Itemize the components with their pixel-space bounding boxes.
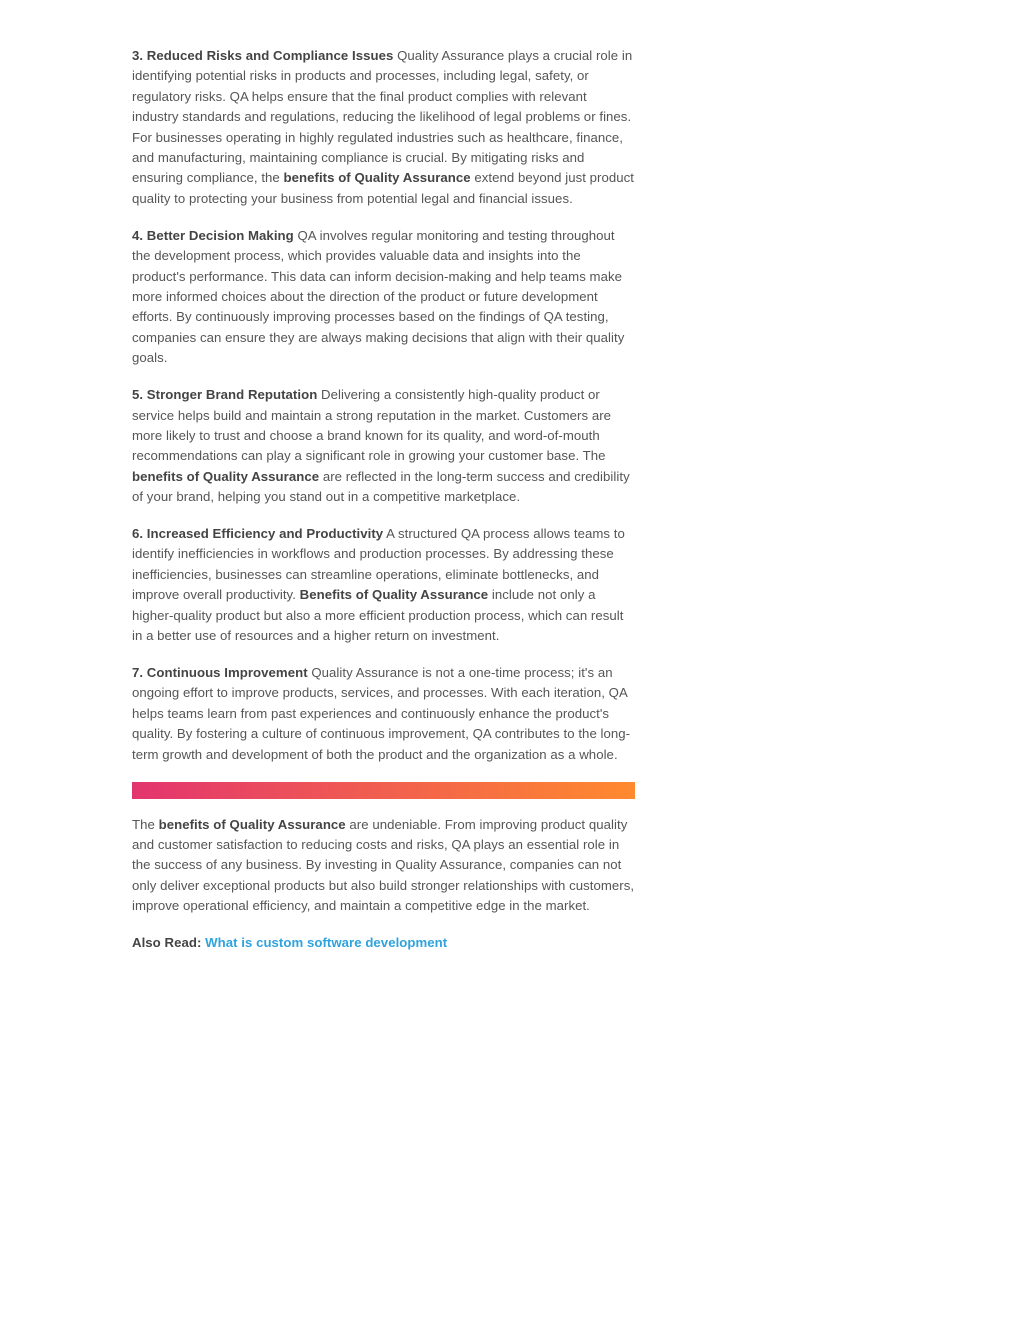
section-text: Quality Assurance plays a crucial role in identifying potential risks in products and processes, including legal, safety, or regulatory risks. QA helps ensure that the final product complies with relevant industry standards and regulations, reducing the likelihood of legal problems or fines. For businesses operating in highly regulated industries such as healthcare, finance, and manufacturing, maintaining compliance is crucial. By mitigating risks and ensuring compliance, the — [132, 48, 633, 186]
conclusion-text: The — [132, 816, 159, 832]
section-decision-making — [132, 226, 635, 369]
keyword-highlight: benefits of Quality Assurance — [132, 468, 320, 484]
section-text: A structured QA process allows teams to identify inefficiencies in workflows and production processes. By addressing these inefficiencies, businesses can streamline operations, eliminate bottlenecks, and improve overall productivity. — [132, 526, 625, 603]
section-heading: 7. Continuous Improvement — [132, 664, 308, 680]
section-reduced-risks — [132, 46, 635, 209]
section-text: Quality Assurance is not a one-time process; it's an ongoing effort to improve products, services, and processes. With each iteration, QA helps teams learn from past experiences and continuously enhance the product's quality. By fostering a culture of continuous improvement, QA contributes to the long-term growth and development of both the product and the organization as a whole. — [132, 664, 631, 762]
gradient-divider — [132, 782, 635, 799]
section-brand-reputation — [132, 385, 635, 507]
section-text: are reflected in the long-term success and credibility of your brand, helping you stand out in a competitive marketplace. — [132, 468, 630, 505]
section-text: QA involves regular monitoring and testing throughout the development process, which provides valuable data and insights into the product's performance. This data can inform decision-making and help teams make more informed choices about the direction of the product or future development efforts. By continuously improving processes based on the findings of QA testing, companies can ensure they are always making decisions that align with their quality goals. — [132, 227, 625, 366]
also-read — [132, 933, 635, 953]
section-text: extend beyond just product quality to protecting your business from potential legal and financial issues. — [132, 170, 635, 206]
keyword-highlight: benefits of Quality Assurance — [158, 816, 346, 832]
section-efficiency — [132, 524, 635, 646]
section-continuous-improvement — [132, 663, 635, 765]
article-body — [132, 46, 635, 953]
keyword-highlight: benefits of Quality Assurance — [283, 170, 471, 186]
also-read-label: Also Read: — [132, 935, 206, 951]
section-heading: 6. Increased Efficiency and Productivity — [132, 526, 384, 542]
section-text: include not only a higher-quality product but also a more efficient production process, which can result in a better use of resources and a higher return on investment. — [132, 587, 624, 644]
conclusion-paragraph — [132, 815, 635, 917]
conclusion-text: are undeniable. From improving product quality and customer satisfaction to reducing costs and risks, QA plays an essential role in the success of any business. By investing in Quality Assurance, companies can not only deliver exceptional products but also build stronger relationships with customers, improve operational efficiency, and maintain a competitive edge in the market. — [132, 816, 635, 914]
section-heading: 5. Stronger Brand Reputation — [132, 387, 318, 403]
section-text: Delivering a consistently high-quality product or service helps build and maintain a strong reputation in the market. Customers are more likely to trust and choose a brand known for its quality, and word-of-mouth recommendations can play a significant role in growing your customer base. The — [132, 387, 612, 464]
also-read-link[interactable]: What is custom software development — [205, 935, 448, 951]
keyword-highlight: Benefits of Quality Assurance — [299, 587, 489, 603]
section-heading: 4. Better Decision Making — [132, 227, 294, 243]
section-heading: 3. Reduced Risks and Compliance Issues — [132, 48, 394, 63]
